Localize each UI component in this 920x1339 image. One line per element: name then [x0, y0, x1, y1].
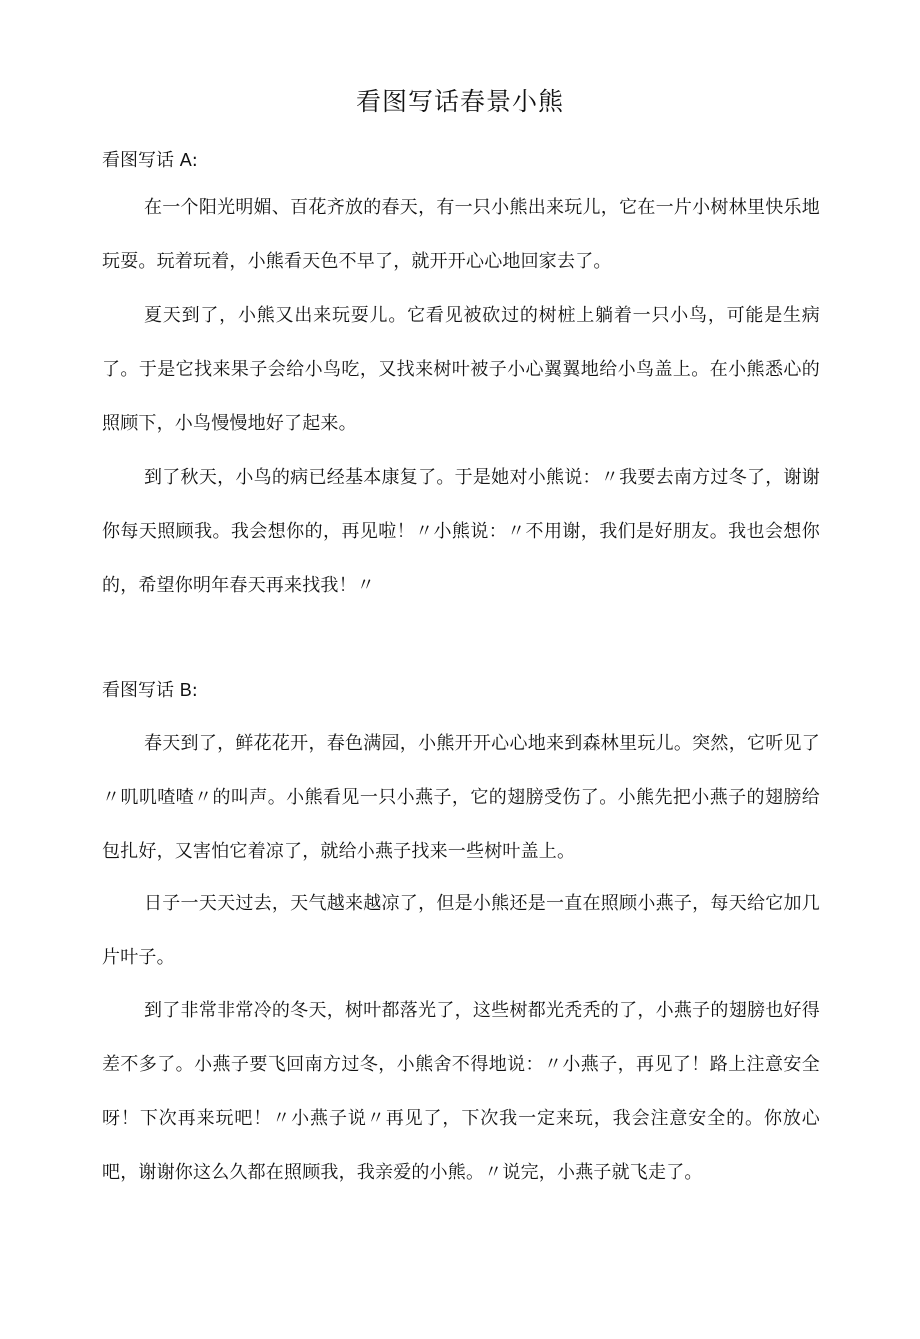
section-a-label-letter: A: [179, 150, 192, 170]
section-b-label: [102, 677, 198, 704]
section-b-paragraph-2: 日子一天天过去，天气越来越凉了，但是小熊还是一直在照顾小燕子，每天给它加几片叶子。: [102, 893, 820, 968]
section-a-label-suffix: :: [191, 150, 198, 171]
section-b-label-letter: B: [179, 680, 192, 700]
section-a-label-prefix: 看图写话: [102, 150, 180, 171]
section-b-label-suffix: :: [191, 680, 198, 701]
section-b-label-prefix: 看图写话: [102, 680, 180, 701]
section-a-label: [102, 147, 198, 174]
section-a-paragraph-1: 在一个阳光明媚、百花齐放的春天，有一只小熊出来玩儿，它在一片小树林里快乐地玩耍。玩着玩着，小熊看天色不早了，就开开心心地回家去了。: [102, 197, 820, 272]
section-b-paragraph-3: 到了非常非常冷的冬天，树叶都落光了，这些树都光秃秃的了，小燕子的翅膀也好得差不多了。小燕子要飞回南方过冬，小熊舍不得地说：〃小燕子，再见了！路上注意安全呀！下次再来玩吧！〃小燕子说〃再见了，下次我一定来玩，我会注意安全的。你放心吧，谢谢你这么久都在照顾我，我亲爱的小熊。〃说完，小燕子就飞走了。: [102, 1000, 820, 1183]
section-a-paragraph-2: 夏天到了，小熊又出来玩耍儿。它看见被砍过的树桩上躺着一只小鸟，可能是生病了。于是它找来果子会给小鸟吃，又找来树叶被子小心翼翼地给小鸟盖上。在小熊悉心的照顾下，小鸟慢慢地好了起来。: [102, 305, 820, 434]
page-title: 看图写话春景小熊: [355, 87, 564, 116]
section-b-paragraph-1: 春天到了，鲜花花开，春色满园，小熊开开心心地来到森林里玩儿。突然，它听见了〃叽叽喳喳〃的叫声。小熊看见一只小燕子，它的翅膀受伤了。小熊先把小燕子的翅膀给包扎好，又害怕它着凉了，就给小燕子找来一些树叶盖上。: [102, 733, 820, 862]
section-a-paragraph-3: 到了秋天，小鸟的病已经基本康复了。于是她对小熊说：〃我要去南方过冬了，谢谢你每天照顾我。我会想你的，再见啦！〃小熊说：〃不用谢，我们是好朋友。我也会想你的，希望你明年春天再来找我！〃: [102, 467, 820, 596]
